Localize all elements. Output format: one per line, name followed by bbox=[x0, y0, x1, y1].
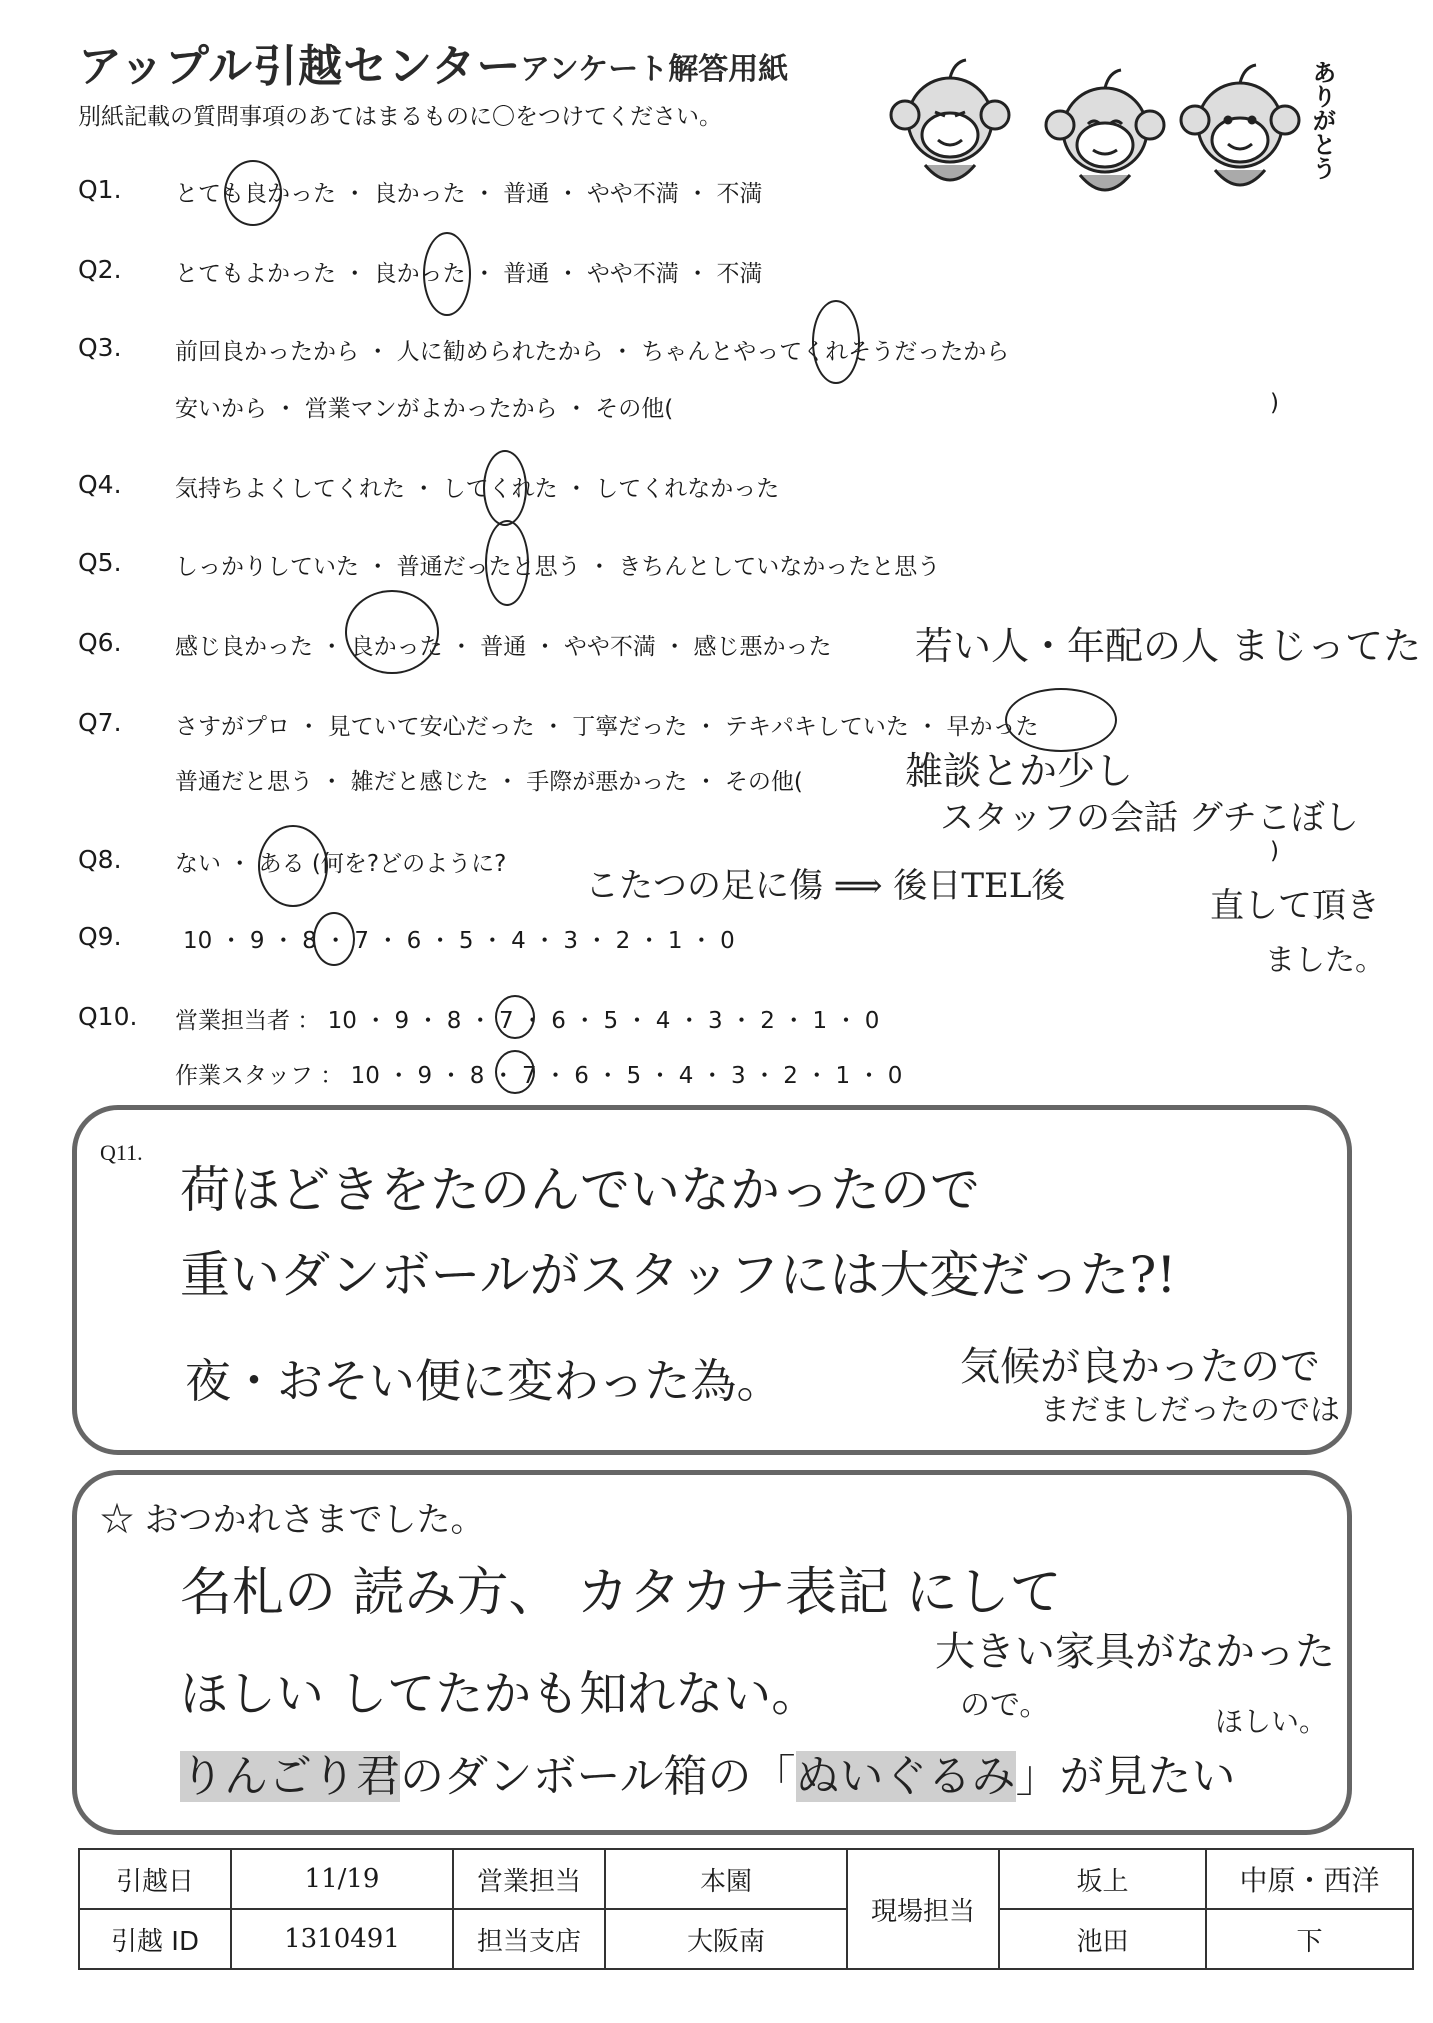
q7-close-paren: ) bbox=[1270, 838, 1279, 864]
q5-label: Q5. bbox=[78, 548, 122, 577]
q11-handwritten-line3b: 気候が良かったので bbox=[960, 1344, 1320, 1390]
site-staff-value-4: 下 bbox=[1206, 1909, 1413, 1969]
q10-sales-options: 営業担当者 ： 10 ・ 9 ・ 8 ・ 7 ・ 6 ・ 5 ・ 4 ・ 3 ・ 2 ・ 1 ・ 0 bbox=[175, 1008, 880, 1034]
comment-handwritten-line1: ☆ おつかれさまでした。 bbox=[100, 1500, 485, 1540]
move-info-table bbox=[78, 1848, 1414, 1970]
mascot-illustration bbox=[880, 40, 1330, 210]
q8-options: ない ・ ある (何を?どのように? bbox=[175, 851, 507, 877]
site-staff-value-2: 池田 bbox=[999, 1909, 1206, 1969]
q2-label: Q2. bbox=[78, 255, 122, 284]
q6-label: Q6. bbox=[78, 628, 122, 657]
q3-answer-circle bbox=[812, 300, 860, 384]
q3-options-line1: 前回良かったから ・ 人に勧められたから ・ ちゃんとやってくれそうだったから bbox=[175, 339, 1010, 365]
site-staff-label: 現場担当 bbox=[847, 1849, 999, 1969]
q7-options-line1: さすがプロ ・ 見ていて安心だった ・ 丁寧だった ・ テキパキしていた ・ 早かった bbox=[175, 714, 1039, 740]
q3-label: Q3. bbox=[78, 333, 122, 362]
q6-handwritten-note: 若い人・年配の人 まじってた bbox=[915, 624, 1422, 668]
q8-handwritten-note: こたつの足に傷 ⟹ 後日TEL後 bbox=[585, 866, 1066, 906]
q5-answer-circle bbox=[485, 520, 529, 606]
q4-label: Q4. bbox=[78, 470, 122, 499]
monkey-left-icon bbox=[891, 60, 1009, 180]
comment-handwritten-line3c: ので。 bbox=[960, 1688, 1050, 1723]
instruction-text: 別紙記載の質問事項のあてはまるものに〇をつけてください。 bbox=[78, 104, 722, 130]
q8-handwritten-note-2: 直して頂き bbox=[1210, 886, 1380, 926]
q10-label: Q10. bbox=[78, 1002, 138, 1031]
highlighted-plush: ぬいぐるみ bbox=[795, 1751, 1016, 1802]
q4-answer-circle bbox=[483, 450, 527, 526]
q7-handwritten-note-1: 雑談とか少し bbox=[905, 749, 1134, 793]
monkey-right-icon bbox=[1181, 65, 1299, 185]
q2-options: とてもよかった ・ 良かった ・ 普通 ・ やや不満 ・ 不満 bbox=[175, 261, 763, 287]
comment-handwritten-line4e: ほしい。 bbox=[1215, 1705, 1328, 1738]
highlighted-name: りんごり君 bbox=[180, 1751, 400, 1802]
move-date-label: 引越日 bbox=[79, 1849, 231, 1909]
q11-label: Q11. bbox=[100, 1140, 143, 1165]
q1-options: とても良かった ・ 良かった ・ 普通 ・ やや不満 ・ 不満 bbox=[175, 181, 763, 207]
monkey-center-icon bbox=[1046, 70, 1164, 190]
comment-handwritten-line4: りんごり君のダンボール箱の「ぬいぐるみ」が見たい bbox=[180, 1751, 1236, 1802]
sales-rep-value: 本園 bbox=[605, 1849, 847, 1909]
page-subtitle: アンケート解答用紙 bbox=[520, 52, 789, 87]
q6-answer-circle bbox=[345, 590, 439, 674]
comment-handwritten-line3: ほしい してたかも知れない。 bbox=[180, 1666, 820, 1722]
comment-handwritten-line2: 名札の 読み方、 カタカナ表記 にして bbox=[180, 1563, 1062, 1623]
q11-handwritten-line1: 荷ほどきをたのんでいなかったので bbox=[180, 1161, 980, 1219]
q7-label: Q7. bbox=[78, 708, 122, 737]
thanks-label: ありがとう bbox=[1308, 60, 1336, 180]
q9-options: 10 ・ 9 ・ 8 ・ 7 ・ 6 ・ 5 ・ 4 ・ 3 ・ 2 ・ 1 ・ 0 bbox=[183, 928, 735, 954]
q9-label: Q9. bbox=[78, 922, 122, 951]
q5-options: しっかりしていた ・ 普通だったと思う ・ きちんとしていなかったと思う bbox=[175, 554, 941, 580]
q3-close-paren: ) bbox=[1270, 390, 1279, 416]
q11-handwritten-line3c: まだましだったのでは bbox=[1040, 1393, 1340, 1428]
q7-handwritten-note-2: スタッフの会話 グチこぼし bbox=[940, 798, 1359, 838]
q6-options: 感じ良かった ・ 良かった ・ 普通 ・ やや不満 ・ 感じ悪かった bbox=[175, 634, 832, 660]
q11-handwritten-line2: 重いダンボールがスタッフには大変だった?! bbox=[180, 1246, 1177, 1304]
q10-staff-answer-circle bbox=[495, 1050, 535, 1094]
q8-handwritten-note-3: ました。 bbox=[1265, 943, 1385, 978]
move-id-value: 1310491 bbox=[231, 1909, 453, 1969]
branch-value: 大阪南 bbox=[605, 1909, 847, 1969]
site-staff-value-1: 坂上 bbox=[999, 1849, 1206, 1909]
branch-label: 担当支店 bbox=[453, 1909, 605, 1969]
comment-handwritten-line3b: 大きい家具がなかった bbox=[935, 1629, 1335, 1675]
q1-label: Q1. bbox=[78, 175, 122, 204]
q11-handwritten-line3: 夜・おそい便に変わった為。 bbox=[185, 1354, 783, 1408]
q10-sales-answer-circle bbox=[495, 995, 535, 1039]
page-title: アップル引越センター bbox=[78, 41, 522, 92]
site-staff-value-3: 中原・西洋 bbox=[1206, 1849, 1413, 1909]
q1-answer-circle bbox=[224, 160, 282, 226]
q4-options: 気持ちよくしてくれた ・ してくれた ・ してくれなかった bbox=[175, 476, 780, 502]
sales-rep-label: 営業担当 bbox=[453, 1849, 605, 1909]
q9-answer-circle bbox=[313, 912, 355, 966]
q2-answer-circle bbox=[423, 232, 471, 316]
q7-options-line2: 普通だと思う ・ 雑だと感じた ・ 手際が悪かった ・ その他( bbox=[175, 769, 803, 795]
q10-staff-options: 作業スタッフ ： 10 ・ 9 ・ 8 ・ 7 ・ 6 ・ 5 ・ 4 ・ 3 ・ 2 ・ 1 ・ 0 bbox=[175, 1063, 903, 1089]
move-id-label: 引越 ID bbox=[79, 1909, 231, 1969]
q8-answer-circle bbox=[258, 825, 328, 907]
move-date-value: 11/19 bbox=[231, 1849, 453, 1909]
q3-options-line2: 安いから ・ 営業マンがよかったから ・ その他( bbox=[175, 396, 674, 422]
q8-label: Q8. bbox=[78, 845, 122, 874]
